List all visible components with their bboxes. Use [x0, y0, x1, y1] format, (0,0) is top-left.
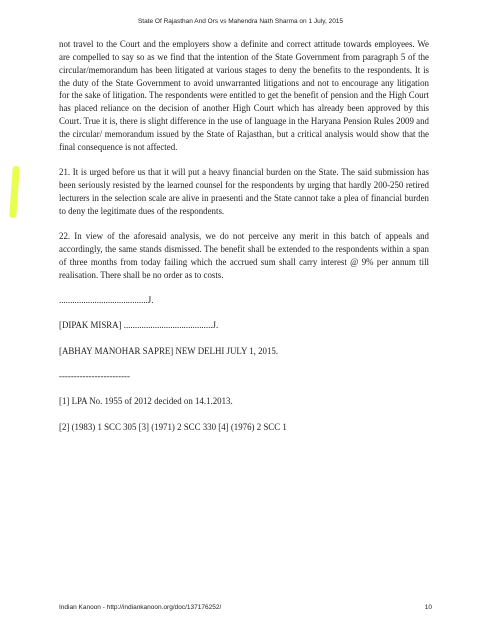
footer-source-link[interactable]: Indian Kanoon - http://indiankanoon.org/doc/137176252/	[59, 604, 222, 611]
page-header-title: State Of Rajasthan And Ors vs Mahendra Nath Sharma on 1 July, 2015	[137, 18, 344, 25]
document-body	[59, 38, 429, 433]
footnote-1: [1] LPA No. 1955 of 2012 decided on 14.1.2013.	[59, 396, 233, 407]
highlighter-mark	[9, 166, 20, 218]
paragraph-22: 22. In view of the aforesaid analysis, we do not perceive any merit in this batch of appeals and accordingly, the same stands dismissed. The benefit shall be extended to the respondents within a span of three months from today failing which the accrued sum shall carry interest @ 9% per annum till realisation. There shall be no order as to costs.	[59, 230, 429, 280]
signature-line-1: ........................................J.	[59, 294, 154, 305]
paragraph-continued: not travel to the Court and the employers show a definite and correct attitude towards employees. We are compelled to say so as we find that the intention of the State Government from paragraph 5 of the circular/memorandum has been litigated at various stages to deny the benefits to the respondents. It is the duty of the State Government to avoid unwarranted litigations and not to encourage any litigation for the sake of litigation. The respondents were entitled to get the benefit of pension and the High Court has placed reliance on the decision of another High Court which has already been approved by this Court. True it is, there is slight difference in the use of language in the Haryana Pension Rules 2009 and the circular/ memorandum issued by the State of Rajasthan, but a critical analysis would show that the final consequence is not affected.	[59, 39, 429, 152]
footnote-2: [2] (1983) 1 SCC 305 [3] (1971) 2 SCC 330 [4] (1976) 2 SCC 1	[59, 421, 287, 432]
footnote-divider: ------------------------	[59, 370, 130, 381]
signature-line-2: [DIPAK MISRA] ........................................J.	[59, 320, 219, 331]
signature-line-3: [ABHAY MANOHAR SAPRE] NEW DELHI JULY 1, 2015.	[59, 345, 279, 356]
page-number: 10	[424, 604, 432, 611]
paragraph-21: 21. It is urged before us that it will put a heavy financial burden on the State. The said submission has been seriously resisted by the learned counsel for the respondents by urging that hardly 200-250 retired lecturers in the selection scale are alive in praesenti and the State cannot take a plea of financial burden to deny the legitimate dues of the respondents.	[59, 167, 429, 216]
